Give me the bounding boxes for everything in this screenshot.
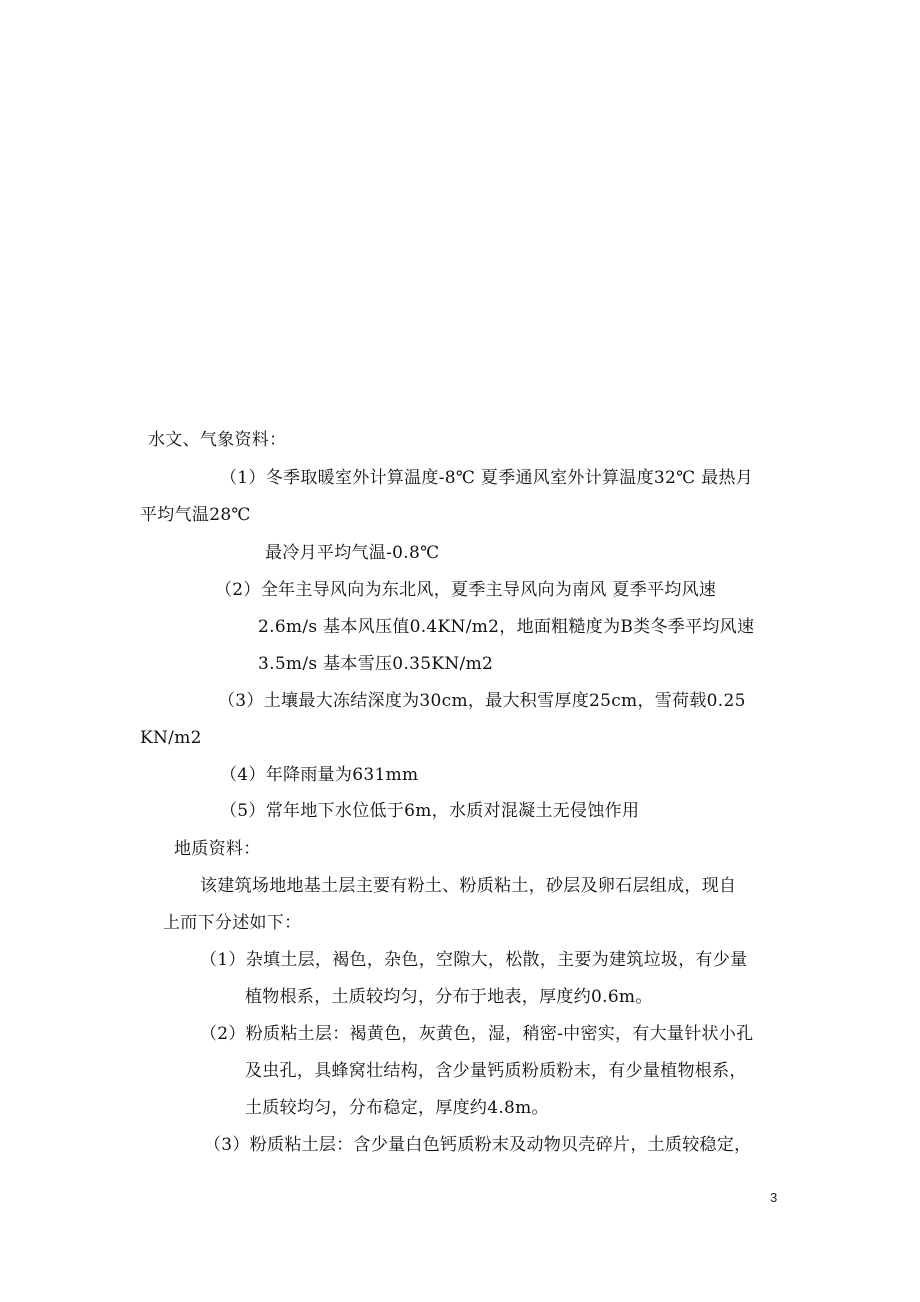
geo-intro-line: 上而下分述如下： (163, 913, 302, 933)
geo-heading: 地质资料： (174, 839, 261, 859)
hydro-item-line: （1）冬季取暖室外计算温度-8℃ 夏季通风室外计算温度32℃ 最热月 (220, 468, 754, 488)
hydro-item-line: 3.5m/s 基本雪压0.35KN/m2 (258, 654, 494, 674)
hydro-heading: 水文、气象资料： (148, 430, 287, 450)
hydro-item-line: （2）全年主导风向为东北风，夏季主导风向为南风 夏季平均风速 (215, 580, 717, 600)
hydro-item-line: （5）常年地下水位低于6m，水质对混凝土无侵蚀作用 (220, 801, 640, 821)
hydro-item-line: （3）土壤最大冻结深度为30cm，最大积雪厚度25cm，雪荷载0.25 (218, 691, 746, 711)
geo-intro-line: 该建筑场地地基土层主要有粉土、粉质粘土，砂层及卵石层组成，现自 (200, 876, 737, 896)
geo-item-line: （3）粉质粘土层：含少量白色钙质粉末及动物贝壳碎片，土质较稳定， (204, 1135, 752, 1155)
hydro-item-line: 2.6m/s 基本风压值0.4KN/m2，地面粗糙度为B类冬季平均风速 (258, 617, 755, 637)
page-number: 3 (770, 1190, 778, 1205)
geo-item-line: （2）粉质粘土层：褐黄色，灰黄色，湿，稍密-中密实，有大量针状小孔 (200, 1024, 754, 1044)
geo-item-line: 及虫孔，具蜂窝壮结构，含少量钙质粉质粉末，有少量植物根系， (245, 1061, 747, 1081)
geo-item-line: 植物根系，土质较均匀，分布于地表，厚度约0.6m。 (245, 987, 653, 1007)
hydro-item-line: 最冷月平均气温-0.8℃ (265, 543, 440, 563)
hydro-item-line: （4）年降雨量为631mm (220, 765, 419, 785)
hydro-item-line: KN/m2 (140, 728, 202, 748)
geo-item-line: （1）杂填土层，褐色，杂色，空隙大，松散，主要为建筑垃圾，有少量 (200, 950, 748, 970)
hydro-item-line: 平均气温28℃ (140, 505, 251, 525)
geo-item-line: 土质较均匀，分布稳定，厚度约4.8m。 (245, 1098, 549, 1118)
